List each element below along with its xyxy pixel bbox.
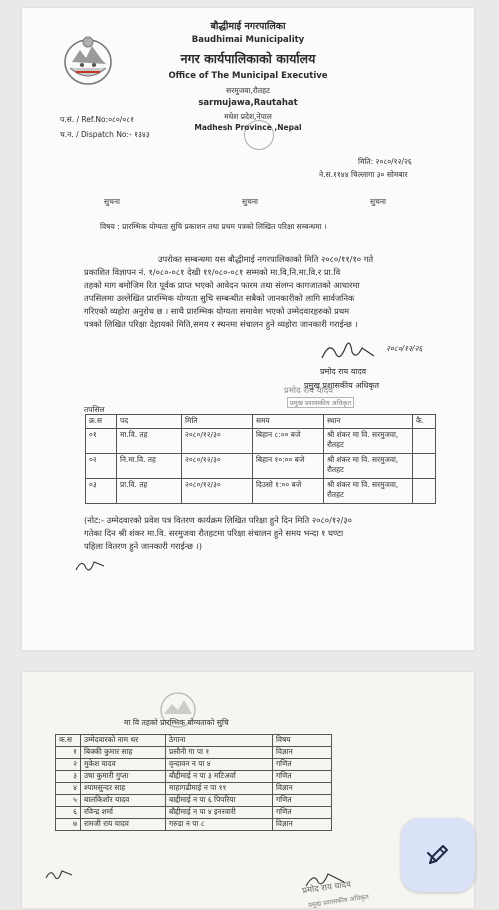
table-cell: १: [56, 747, 81, 759]
table-cell: मा.वि. तह: [117, 429, 182, 454]
table-cell: विज्ञान: [273, 819, 332, 831]
table-cell: बौद्दीमाई न पा ३ मटिअर्वा: [166, 771, 273, 783]
table-cell: गणित: [273, 759, 332, 771]
table-cell: बिक्की कुमार साह: [81, 747, 166, 759]
body-line-3: तहको माग बमोजिम रित पूर्वक प्राप्त भएको आवेदन फारम तथा संलग्न कागजातको आधारमा: [84, 280, 360, 290]
document-page-1: [22, 8, 474, 650]
table-cell: ०३: [86, 479, 117, 504]
table-caption: तपसिल: [84, 405, 105, 414]
table-row: [86, 454, 436, 479]
body-line-1: उपरोक्त सम्बन्धमा यस बौद्धीमाई नगरपालिकाको मिति २०८०/११/१० गते: [158, 254, 374, 264]
table-cell: विज्ञान: [273, 747, 332, 759]
table-header: स्थान: [324, 415, 413, 429]
candidate-list-table: [55, 734, 332, 831]
body-line-5: गरिएको व्यहोरा अनुरोध छ । साथै प्रारम्भिक योग्यता समावेश भएको उम्मेदवारहरुको प्रथम: [84, 306, 350, 316]
table-cell: गरुडा न पा ८: [166, 819, 273, 831]
table-cell: गणित: [273, 771, 332, 783]
table-row: [56, 783, 332, 795]
table-row: [56, 807, 332, 819]
table-cell: २०८०/१२/३०: [182, 429, 253, 454]
table-cell: ३: [56, 771, 81, 783]
table-cell: गणित: [273, 795, 332, 807]
table-header: क.स: [56, 735, 81, 747]
note-line-3: पहिला वितरण हुने जानकारी गराईन्छ ।): [84, 541, 202, 551]
table-cell: [413, 479, 436, 504]
table-header: मिति: [182, 415, 253, 429]
table-row: [56, 747, 332, 759]
table-cell: वृन्दावन न पा ४: [166, 759, 273, 771]
table-cell: [413, 429, 436, 454]
header-en-office: Office of The Municipal Executive: [168, 71, 328, 81]
table-cell: बिहान १०:०० बजे: [253, 454, 324, 479]
table-header: पद: [117, 415, 182, 429]
initials-signature-image: [74, 556, 106, 576]
table-cell: २: [56, 759, 81, 771]
table-cell: श्री शंकर मा वि. सरमुजवा, रौतहट: [324, 454, 413, 479]
table-cell: बालकिशोर यादव: [81, 795, 166, 807]
table-header: समय: [253, 415, 324, 429]
table-row: [86, 429, 436, 454]
table-cell: उषा कुमारी गुप्ता: [81, 771, 166, 783]
table-header: कै.: [413, 415, 436, 429]
table-cell: श्यामसुन्दर साह: [81, 783, 166, 795]
table-cell: बिहान ८:०० बजे: [253, 429, 324, 454]
table-cell: ०१: [86, 429, 117, 454]
notice-word-3: सुचना: [370, 197, 386, 206]
stamp-name: प्रमोद राय यादव: [301, 879, 352, 897]
table-header-row: [86, 415, 436, 429]
office-stamp: [244, 120, 274, 150]
initials-signature-image: [44, 866, 74, 884]
table-cell: रविन्द्र शर्मा: [81, 807, 166, 819]
date-ns: ने.स.११४४ चिल्लागा ३० सोमबार: [319, 170, 408, 179]
table-cell: रामजी राय यादव: [81, 819, 166, 831]
table-cell: माहागढीमाई न पा ११: [166, 783, 273, 795]
stamp-name: प्रमोद राय यादव: [284, 386, 334, 396]
table-cell: २०८०/१२/३०: [182, 454, 253, 479]
table-cell: श्री शंकर मा वि. सरमुजवा, रौतहट: [324, 429, 413, 454]
exam-schedule-table: [85, 414, 436, 504]
table-row: [56, 771, 332, 783]
table-cell: ६: [56, 807, 81, 819]
header-np-office: नगर कार्यपालिकाको कार्यालय: [180, 51, 316, 66]
table-cell: ४: [56, 783, 81, 795]
note-line-2: गतेका दिन श्री शंकर मा.वि. सरमुजवा रौतहटमा परिक्षा संचालन हुने समय भन्दा १ घण्टा: [84, 528, 344, 538]
body-line-4: तपसिलमा उल्लेखित प्रारम्भिक योग्यता सुचि सम्बन्धीत सबैको जानकारीको लागि सार्वजनिक: [84, 293, 355, 303]
table-cell: प्रा.वि. तह: [117, 479, 182, 504]
table-header: उम्मेदवारको नाम थर: [81, 735, 166, 747]
table-cell: बौद्दीमाई न पा ४ इनरवारी: [166, 807, 273, 819]
table-cell: ५: [56, 795, 81, 807]
table-header: ठेगाना: [166, 735, 273, 747]
header-en-address: sarmujawa,Rautahat: [198, 98, 298, 108]
notice-word-1: सुचना: [104, 197, 120, 206]
edit-pencil-icon: [424, 841, 452, 869]
header-en-name: Baudhimai Municipality: [191, 35, 305, 45]
header-np-name: बौद्धीमाई नगरपालिका: [210, 21, 286, 32]
signer-name: प्रमोद राय यादव: [320, 367, 367, 376]
header-en-province: Madhesh Province ,Nepal: [194, 123, 302, 132]
stamp-title: प्रमुख प्रशासकीय अधिकृत: [307, 892, 370, 910]
table-cell: मुकेश यादव: [81, 759, 166, 771]
table-header: क्र.स: [86, 415, 117, 429]
body-line-6: पत्रको लिखित परिक्षा देहायको मिति,समय र स्थनमा संचालन हुने व्यहोरा जानकारी गराईन्छ ।: [84, 319, 358, 329]
header-np-address: सरमुजवा,रौतहट: [226, 86, 270, 95]
note-line-1: (नोट:- उम्मेदवारको प्रवेश पत्र वितरण कार्यक्रम लिखित परिक्षा हुने दिन मिति २०८०/१२/३०: [84, 515, 352, 525]
table-header-row: [56, 735, 332, 747]
signature-image: [318, 336, 378, 364]
table-cell: दिउसो १:०० बजे: [253, 479, 324, 504]
table-cell: विज्ञान: [273, 783, 332, 795]
table-cell: प्रसौनी गा पा १: [166, 747, 273, 759]
table-row: [56, 759, 332, 771]
reference-number: प.सं. / Ref.No:०८०/०८१: [60, 115, 135, 124]
table-row: [56, 819, 332, 831]
table-cell: २०८०/१२/३०: [182, 479, 253, 504]
notice-word-2: सुचना: [242, 197, 258, 206]
header-np-province: मधेश प्रदेश,नेपाल: [224, 112, 272, 121]
table-cell: ०२: [86, 454, 117, 479]
table-cell: बाद्दीमाई न पा ६ पिपरिया: [166, 795, 273, 807]
table-row: [56, 795, 332, 807]
signature-date: २०८०/१२/२६: [386, 344, 423, 353]
table-cell: गणित: [273, 807, 332, 819]
stamp-title: प्रमुख प्रशासकीय अधिकृत: [287, 397, 354, 408]
table-cell: नि.मा.वि. तह: [117, 454, 182, 479]
table-cell: ७: [56, 819, 81, 831]
date-np: मिति: २०८०/१२/२६: [358, 157, 412, 166]
edit-button[interactable]: [401, 818, 475, 892]
signer-title: प्रमुख प्रशासकीय अधिकृत: [304, 381, 380, 390]
body-line-2: प्रकाशित विज्ञापन नं. १/०८०-०८१ देखी ११/०८०-०८१ सम्मको मा.वि,नि.मा.वि.र प्रा.वि: [84, 267, 341, 277]
table-row: [86, 479, 436, 504]
table-cell: [413, 454, 436, 479]
subject-line: विषय : प्रारम्भिक योग्यता सुचि प्रकाशन तथा प्रथम पत्रको लिखित परिक्षा सम्बन्धमा ।: [100, 222, 327, 231]
table-header: विषय: [273, 735, 332, 747]
table-cell: श्री शंकर मा वि. सरमुजवा, रौतहट: [324, 479, 413, 504]
candidate-list-title: मा वि तहको प्रारम्भिक योग्यताको सुचि: [124, 718, 229, 727]
dispatch-number: च.न. / Dispatch No:- १३४३: [60, 130, 150, 139]
